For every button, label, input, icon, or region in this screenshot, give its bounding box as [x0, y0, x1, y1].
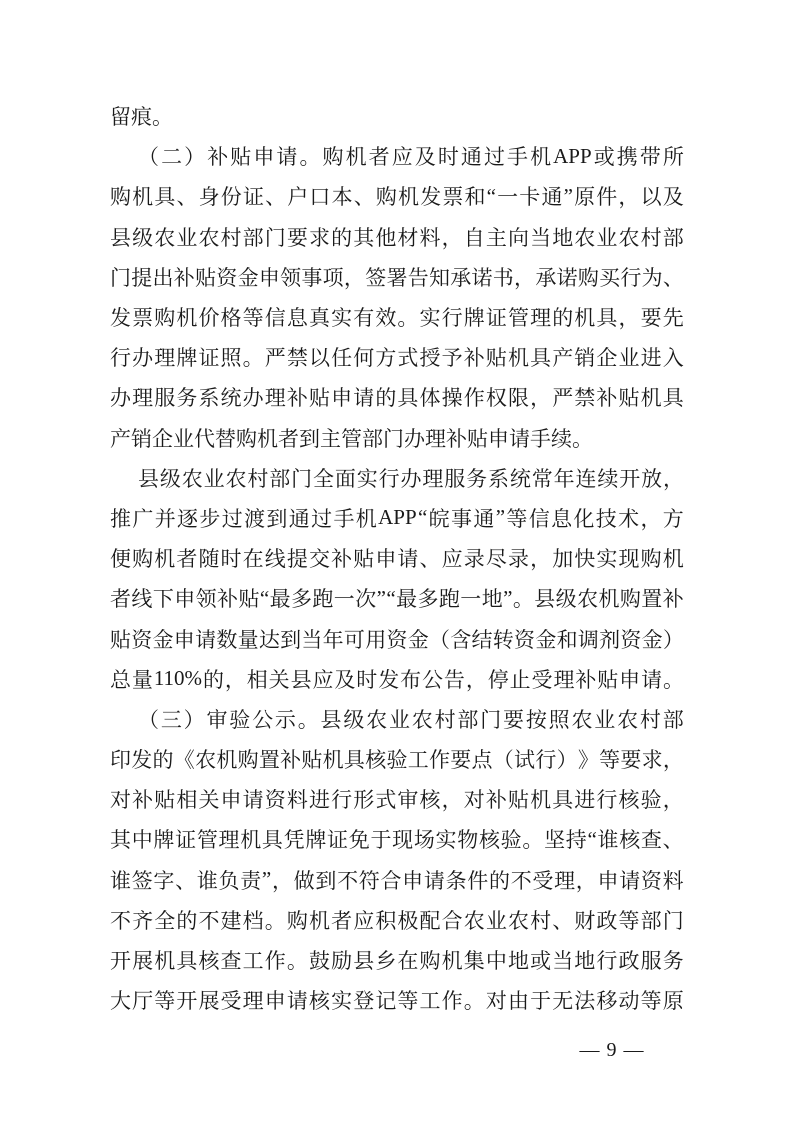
text-line: 行 办 理 牌 证 照 。 严 禁 以 任 何 方 式 授 予 补 贴 机 具 产 销 企 业 进 入 [110, 346, 684, 371]
text-line: 产销企业代替购机者到主管部门办理补贴申请手续。 [110, 426, 593, 451]
text-line: 对 补 贴 相 关 申 请 资 料 进 行 形 式 审 核 ， 对 补 贴 机 具 进 行 核 验 ， [110, 788, 684, 813]
text-line: 办 理 服 务 系 统 办 理 补 贴 申 请 的 具 体 操 作 权 限 ， 严 禁 补 贴 机 具 [110, 386, 684, 411]
text-line: 其 中 牌 证 管 理 机 具 凭 牌 证 免 于 现 场 实 物 核 验 。 坚 持 “ 谁 核 查 、 [110, 826, 684, 853]
text-line: 县 级 农 业 农 村 部 门 要 求 的 其 他 材 料 ， 自 主 向 当 地 农 业 农 村 部 [110, 225, 684, 250]
text-line: 购 机 具 、 身 份 证 、 户 口 本 、 购 机 发 票 和 “ 一 卡 通 ” 原 件 ， 以 及 [110, 183, 684, 210]
text-line: （ 三 ） 审 验 公 示 。 县 级 农 业 农 村 部 门 要 按 照 农 业 农 村 部 [138, 707, 684, 732]
text-line: 门 提 出 补 贴 资 金 申 领 事 项 ， 签 署 告 知 承 诺 书 ， 承 诺 购 买 行 为 、 [110, 265, 684, 290]
document-body [110, 96, 684, 1020]
text-line: 不 齐 全 的 不 建 档 。 购 机 者 应 积 极 配 合 农 业 农 村 、 财 政 等 部 门 [110, 908, 684, 933]
text-line: 便 购 机 者 随 时 在 线 提 交 补 贴 申 请 、 应 录 尽 录 ， 加 快 实 现 购 机 [110, 547, 684, 572]
text-line: 印 发 的 《 农 机 购 置 补 贴 机 具 核 验 工 作 要 点 （ 试 行 ） 》 等 要 求 ， [110, 748, 684, 773]
text-line: 发 票 购 机 价 格 等 信 息 真 实 有 效 。 实 行 牌 证 管 理 的 机 具 ， 要 先 [110, 306, 684, 331]
text-line: 大 厅 等 开 展 受 理 申 请 核 实 登 记 等 工 作 。 对 由 于 无 法 移 动 等 原 [110, 989, 684, 1014]
page-number: — 9 — [579, 1039, 645, 1061]
text-line: （ 二 ） 补 贴 申 请 。 购 机 者 应 及 时 通 过 手 机 APP 或 携 带 所 [138, 143, 684, 170]
text-line: 开 展 机 具 核 查 工 作 。 鼓 励 县 乡 在 购 机 集 中 地 或 当 地 行 政 服 务 [110, 949, 684, 974]
text-line: 推 广 并 逐 步 过 渡 到 通 过 手 机 APP “ 皖 事 通 ” 等 信 息 化 技 术 ， 方 [110, 505, 684, 531]
text-line: 者 线 下 申 领 补 贴 “ 最 多 跑 一 次 ” “ 最 多 跑 一 地 ” 。 县 级 农 机 购 置 补 [110, 585, 684, 612]
text-line: 县 级 农 业 农 村 部 门 全 面 实 行 办 理 服 务 系 统 常 年 连 续 开 放 ， [138, 466, 684, 491]
text-line: 谁 签 字 、 谁 负 责 ” ， 做 到 不 符 合 申 请 条 件 的 不 受 理 ， 申 请 资 料 [110, 867, 684, 893]
text-line: 留痕。 [110, 105, 173, 130]
text-line: 贴 资 金 申 请 数 量 达 到 当 年 可 用 资 金 （ 含 结 转 资 金 和 调 剂 资 金 ） [110, 627, 684, 652]
text-line: 总 量 110% 的 ， 相 关 县 应 及 时 发 布 公 告 ， 停 止 受 理 补 贴 申 请 。 [110, 666, 684, 692]
